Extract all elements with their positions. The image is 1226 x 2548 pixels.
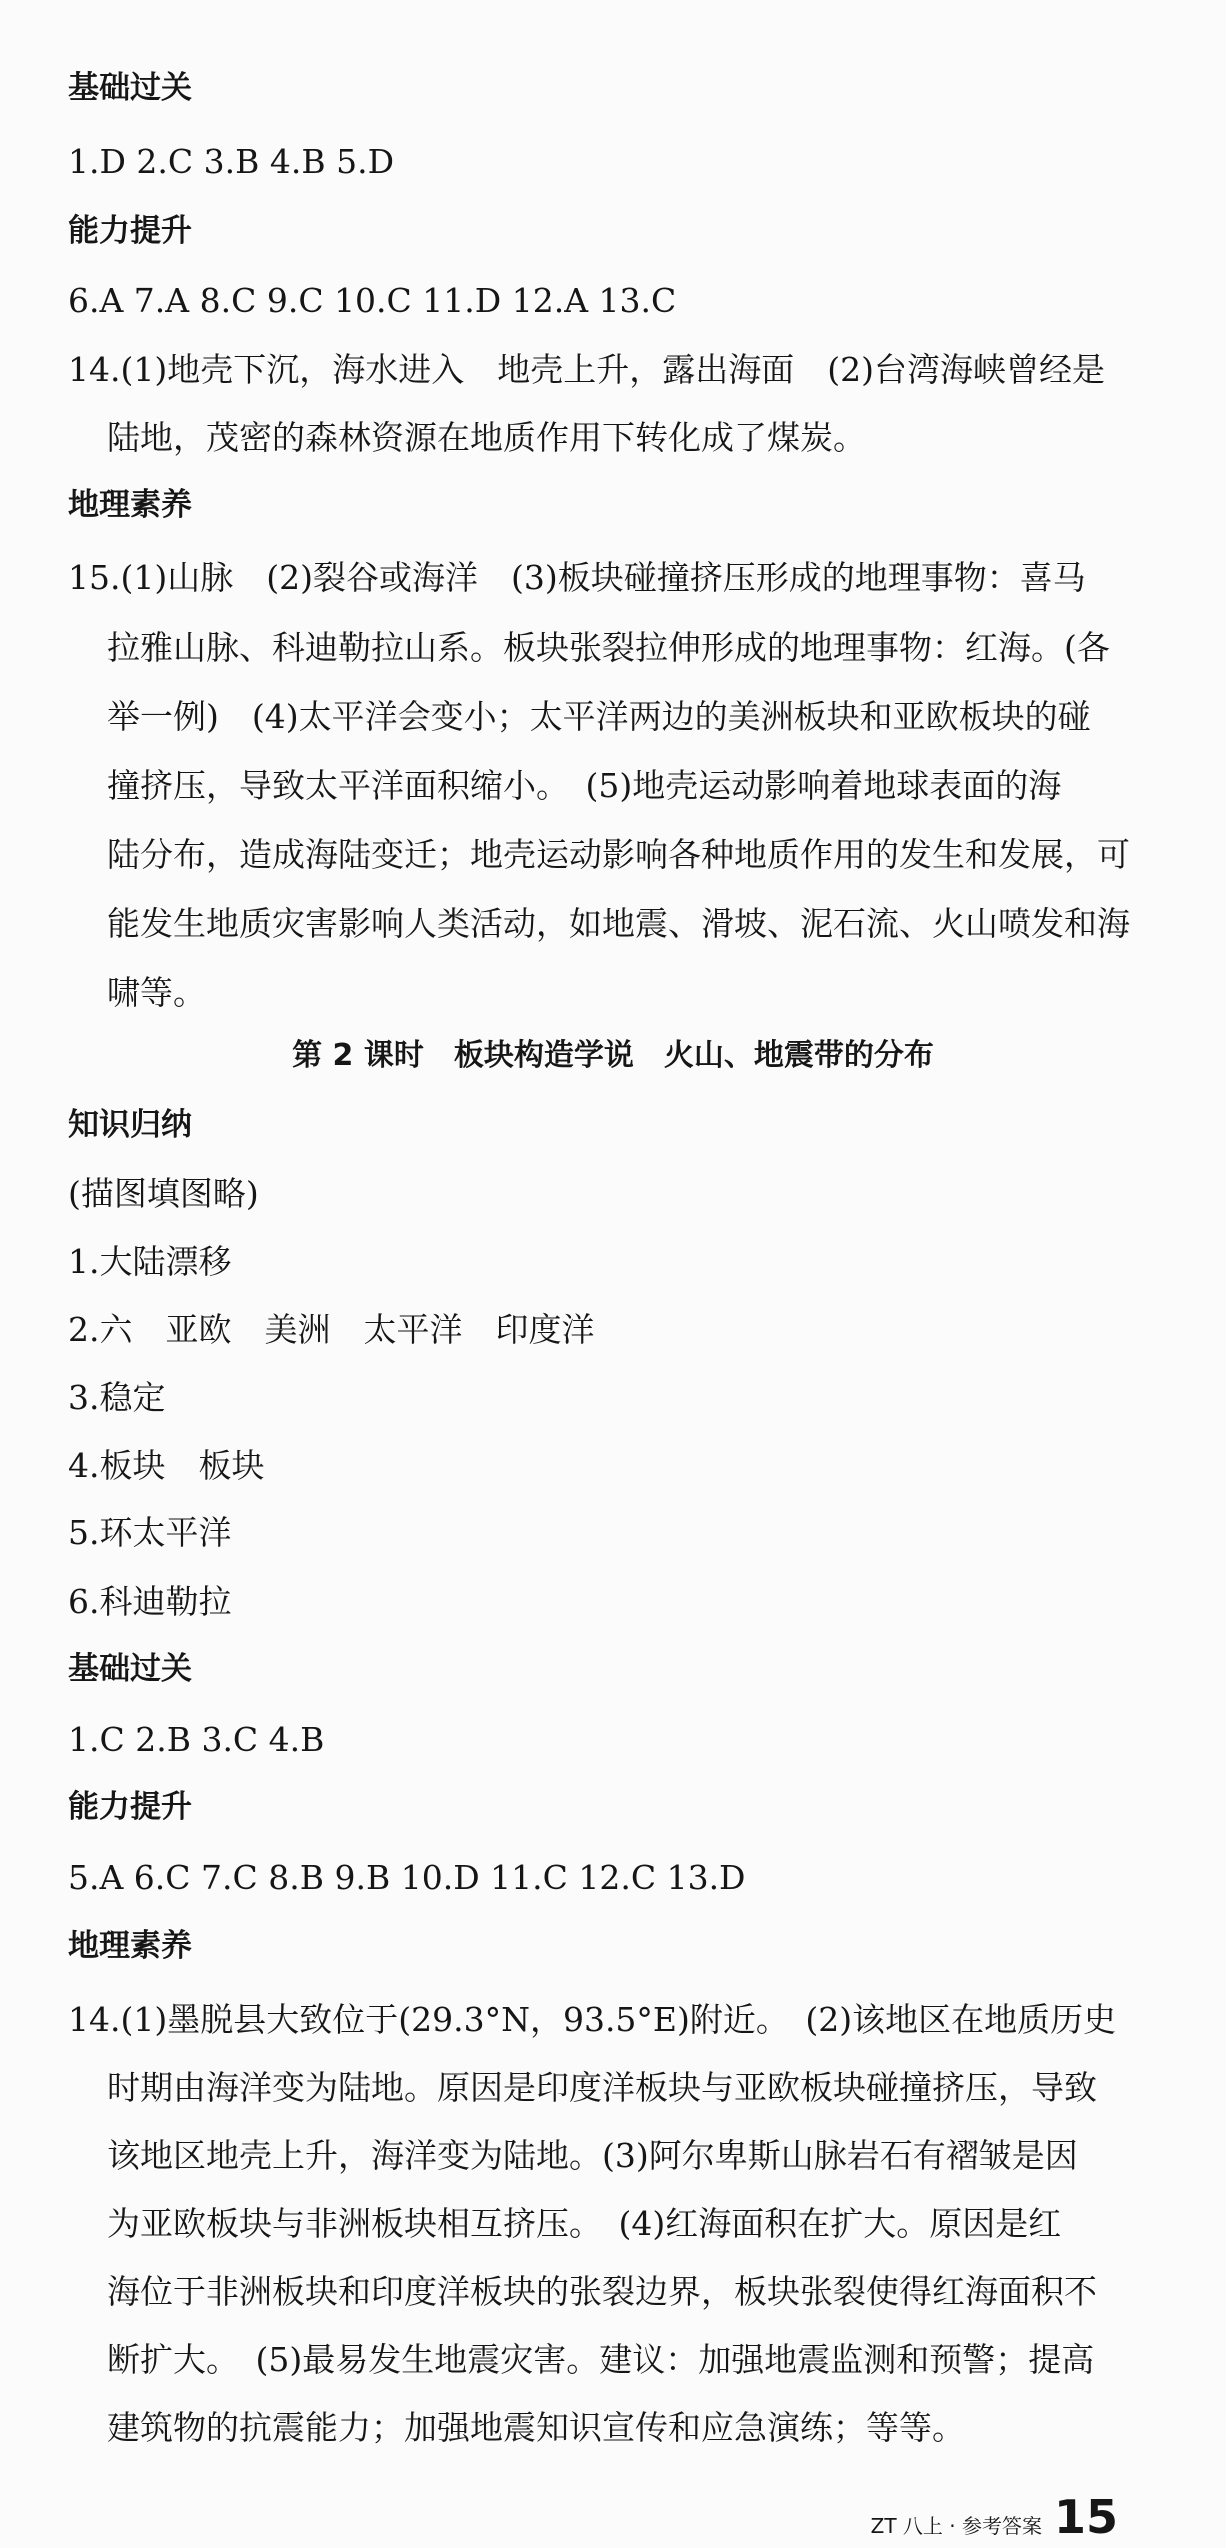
- q14b-line: 断扩大。 (5)最易发生地震灾害。建议：加强地震监测和预警；提高: [107, 2340, 1095, 2379]
- knowledge-item: 6.科迪勒拉: [68, 1582, 232, 1621]
- q14-line-1: 14.(1)地壳下沉，海水进入 地壳上升，露出海面 (2)台湾海峡曾经是: [68, 350, 1105, 389]
- q14b-line: 14.(1)墨脱县大致位于(29.3°N，93.5°E)附近。 (2)该地区在地质历史: [68, 2000, 1117, 2039]
- q14b-line: 建筑物的抗震能力；加强地震知识宣传和应急演练；等等。: [107, 2408, 965, 2447]
- q15-line: 能发生地质灾害影响人类活动，如地震、滑坡、泥石流、火山喷发和海: [107, 904, 1130, 943]
- knowledge-item: 5.环太平洋: [68, 1513, 232, 1552]
- q14-line-2: 陆地，茂密的森林资源在地质作用下转化成了煤炭。: [107, 418, 866, 457]
- answers-jichu-2: 1.C 2.B 3.C 4.B: [68, 1720, 325, 1759]
- section-heading-dilisuyang: 地理素养: [68, 487, 192, 523]
- lesson-title: 第 2 课时 板块构造学说 火山、地震带的分布: [292, 1038, 934, 1073]
- answers-nengli-2: 5.A 6.C 7.C 8.B 9.B 10.D 11.C 12.C 13.D: [68, 1858, 746, 1897]
- q14b-line: 为亚欧板块与非洲板块相互挤压。 (4)红海面积在扩大。原因是红: [107, 2204, 1062, 2243]
- section-heading-zhishi: 知识归纳: [68, 1107, 192, 1143]
- q15-line: 陆分布，造成海陆变迁；地壳运动影响各种地质作用的发生和发展，可: [107, 835, 1130, 874]
- answers-jichu: 1.D 2.C 3.B 4.B 5.D: [68, 142, 395, 181]
- q15-line: 15.(1)山脉 (2)裂谷或海洋 (3)板块碰撞挤压形成的地理事物：喜马: [68, 558, 1086, 597]
- knowledge-item: 1.大陆漂移: [68, 1242, 232, 1281]
- q15-line: 举一例) (4)太平洋会变小；太平洋两边的美洲板块和亚欧板块的碰: [107, 697, 1091, 736]
- knowledge-item: 2.六 亚欧 美洲 太平洋 印度洋: [68, 1310, 595, 1349]
- knowledge-item: 3.稳定: [68, 1378, 166, 1417]
- q14b-line: 时期由海洋变为陆地。原因是印度洋板块与亚欧板块碰撞挤压，导致: [107, 2068, 1097, 2107]
- section-heading-nengli: 能力提升: [68, 213, 192, 249]
- q14b-line: 该地区地壳上升，海洋变为陆地。(3)阿尔卑斯山脉岩石有褶皱是因: [107, 2136, 1078, 2175]
- knowledge-item: (描图填图略): [68, 1174, 259, 1213]
- q15-line: 撞挤压，导致太平洋面积缩小。 (5)地壳运动影响着地球表面的海: [107, 766, 1062, 805]
- answers-nengli: 6.A 7.A 8.C 9.C 10.C 11.D 12.A 13.C: [68, 281, 677, 320]
- knowledge-item: 4.板块 板块: [68, 1446, 265, 1485]
- page-footer: [871, 2490, 1118, 2544]
- footer-label: ZT 八上 · 参考答案: [870, 2514, 1042, 2538]
- q15-line: 拉雅山脉、科迪勒拉山系。板块张裂拉伸形成的地理事物：红海。(各: [107, 628, 1110, 667]
- q15-line: 啸等。: [107, 973, 206, 1012]
- page-number: 15: [1053, 2490, 1118, 2544]
- q14b-line: 海位于非洲板块和印度洋板块的张裂边界，板块张裂使得红海面积不: [107, 2272, 1097, 2311]
- section-heading-jichu-2: 基础过关: [68, 1651, 192, 1687]
- section-heading-jichu: 基础过关: [68, 70, 192, 106]
- section-heading-nengli-2: 能力提升: [68, 1789, 192, 1825]
- section-heading-dilisuyang-2: 地理素养: [68, 1928, 192, 1964]
